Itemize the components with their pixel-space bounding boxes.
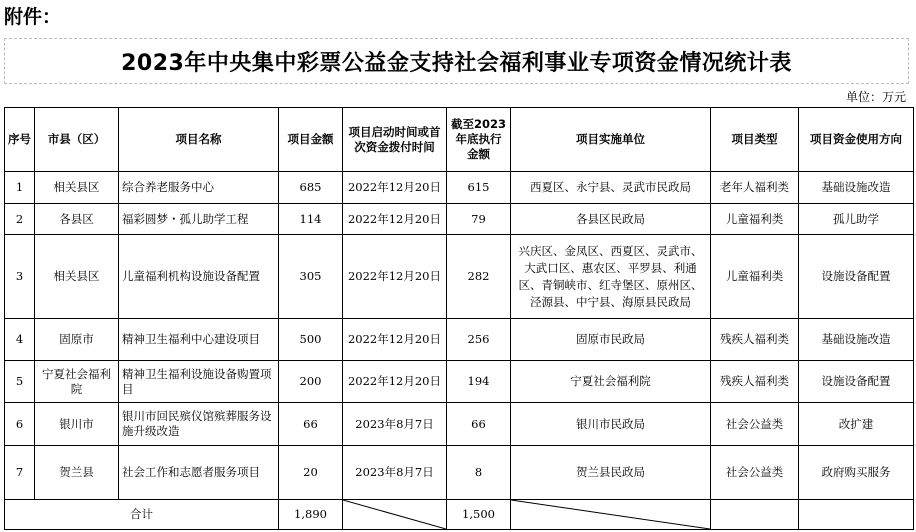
cell-usage: 设施设备配置 bbox=[799, 235, 914, 319]
cell-name: 福彩圆梦・孤儿助学工程 bbox=[119, 204, 279, 235]
total-amount: 1,890 bbox=[279, 500, 343, 530]
cell-county: 相关县区 bbox=[35, 235, 119, 319]
cell-executed: 256 bbox=[447, 319, 511, 361]
cell-amount: 500 bbox=[279, 319, 343, 361]
cell-seq: 4 bbox=[5, 319, 35, 361]
cell-usage: 孤儿助学 bbox=[799, 204, 914, 235]
header-unit: 项目实施单位 bbox=[511, 108, 711, 172]
cell-executed: 282 bbox=[447, 235, 511, 319]
total-type-blank bbox=[711, 500, 799, 530]
table-row bbox=[5, 204, 914, 235]
cell-unit: 各县区民政局 bbox=[511, 204, 711, 235]
table-row bbox=[5, 172, 914, 204]
cell-county: 固原市 bbox=[35, 319, 119, 361]
cell-name: 综合养老服务中心 bbox=[119, 172, 279, 204]
unit-label: 单位：万元 bbox=[845, 90, 906, 104]
cell-executed: 79 bbox=[447, 204, 511, 235]
attachment-label: 附件： bbox=[4, 6, 62, 28]
cell-seq: 3 bbox=[5, 235, 35, 319]
table-row bbox=[5, 319, 914, 361]
table-row bbox=[5, 235, 914, 319]
statistics-table bbox=[4, 107, 914, 530]
diagonal-line bbox=[511, 500, 710, 529]
cell-usage: 基础设施改造 bbox=[799, 319, 914, 361]
cell-usage: 政府购买服务 bbox=[799, 446, 914, 500]
cell-seq: 1 bbox=[5, 172, 35, 204]
cell-unit: 宁夏社会福利院 bbox=[511, 361, 711, 403]
cell-amount: 200 bbox=[279, 361, 343, 403]
cell-type: 残疾人福利类 bbox=[711, 361, 799, 403]
header-usage: 项目资金使用方向 bbox=[799, 108, 914, 172]
cell-unit: 银川市民政局 bbox=[511, 403, 711, 446]
cell-usage: 基础设施改造 bbox=[799, 172, 914, 204]
cell-seq: 7 bbox=[5, 446, 35, 500]
cell-executed: 194 bbox=[447, 361, 511, 403]
cell-name: 银川市回民殡仪馆殡葬服务设施升级改造 bbox=[119, 403, 279, 446]
header-type: 项目类型 bbox=[711, 108, 799, 172]
cell-start: 2022年12月20日 bbox=[343, 172, 447, 204]
cell-type: 社会公益类 bbox=[711, 446, 799, 500]
cell-unit: 贺兰县民政局 bbox=[511, 446, 711, 500]
total-usage-blank bbox=[799, 500, 914, 530]
cell-seq: 5 bbox=[5, 361, 35, 403]
cell-start: 2023年8月7日 bbox=[343, 403, 447, 446]
header-seq: 序号 bbox=[5, 108, 35, 172]
cell-type: 儿童福利类 bbox=[711, 235, 799, 319]
cell-county: 银川市 bbox=[35, 403, 119, 446]
header-amount: 项目金额 bbox=[279, 108, 343, 172]
cell-county: 贺兰县 bbox=[35, 446, 119, 500]
cell-executed: 8 bbox=[447, 446, 511, 500]
cell-name: 精神卫生福利设施设备购置项目 bbox=[119, 361, 279, 403]
total-start-blank bbox=[343, 500, 447, 530]
cell-type: 残疾人福利类 bbox=[711, 319, 799, 361]
header-name: 项目名称 bbox=[119, 108, 279, 172]
header-start: 项目启动时间或首次资金拨付时间 bbox=[343, 108, 447, 172]
total-row bbox=[5, 500, 914, 530]
total-unit-blank bbox=[511, 500, 711, 530]
cell-executed: 615 bbox=[447, 172, 511, 204]
cell-start: 2022年12月20日 bbox=[343, 235, 447, 319]
cell-start: 2022年12月20日 bbox=[343, 361, 447, 403]
cell-county: 相关县区 bbox=[35, 172, 119, 204]
cell-usage: 改扩建 bbox=[799, 403, 914, 446]
cell-name: 社会工作和志愿者服务项目 bbox=[119, 446, 279, 500]
total-executed: 1,500 bbox=[447, 500, 511, 530]
cell-seq: 2 bbox=[5, 204, 35, 235]
title-box bbox=[4, 38, 909, 84]
cell-type: 社会公益类 bbox=[711, 403, 799, 446]
cell-amount: 20 bbox=[279, 446, 343, 500]
cell-usage: 设施设备配置 bbox=[799, 361, 914, 403]
cell-amount: 66 bbox=[279, 403, 343, 446]
cell-type: 儿童福利类 bbox=[711, 204, 799, 235]
table-row bbox=[5, 361, 914, 403]
cell-name: 儿童福利机构设施设备配置 bbox=[119, 235, 279, 319]
header-county: 市县（区） bbox=[35, 108, 119, 172]
cell-name: 精神卫生福利中心建设项目 bbox=[119, 319, 279, 361]
cell-start: 2022年12月20日 bbox=[343, 319, 447, 361]
cell-unit: 固原市民政局 bbox=[511, 319, 711, 361]
table-row bbox=[5, 446, 914, 500]
header-executed: 截至2023年底执行金额 bbox=[447, 108, 511, 172]
cell-amount: 305 bbox=[279, 235, 343, 319]
cell-type: 老年人福利类 bbox=[711, 172, 799, 204]
cell-unit: 西夏区、永宁县、灵武市民政局 bbox=[511, 172, 711, 204]
cell-unit: 兴庆区、金凤区、西夏区、灵武市、大武口区、惠农区、平罗县、利通区、青铜峡市、红寺堡区、原州区、泾源县、中宁县、海原县民政局 bbox=[511, 235, 711, 319]
cell-seq: 6 bbox=[5, 403, 35, 446]
header-row bbox=[5, 108, 914, 172]
cell-start: 2022年12月20日 bbox=[343, 204, 447, 235]
cell-executed: 66 bbox=[447, 403, 511, 446]
cell-amount: 685 bbox=[279, 172, 343, 204]
cell-amount: 114 bbox=[279, 204, 343, 235]
cell-county: 宁夏社会福利院 bbox=[35, 361, 119, 403]
page-title: 2023年中央集中彩票公益金支持社会福利事业专项资金情况统计表 bbox=[121, 50, 792, 76]
cell-county: 各县区 bbox=[35, 204, 119, 235]
cell-start: 2023年8月7日 bbox=[343, 446, 447, 500]
diagonal-line bbox=[343, 500, 446, 529]
total-label: 合计 bbox=[5, 500, 279, 530]
table-row bbox=[5, 403, 914, 446]
